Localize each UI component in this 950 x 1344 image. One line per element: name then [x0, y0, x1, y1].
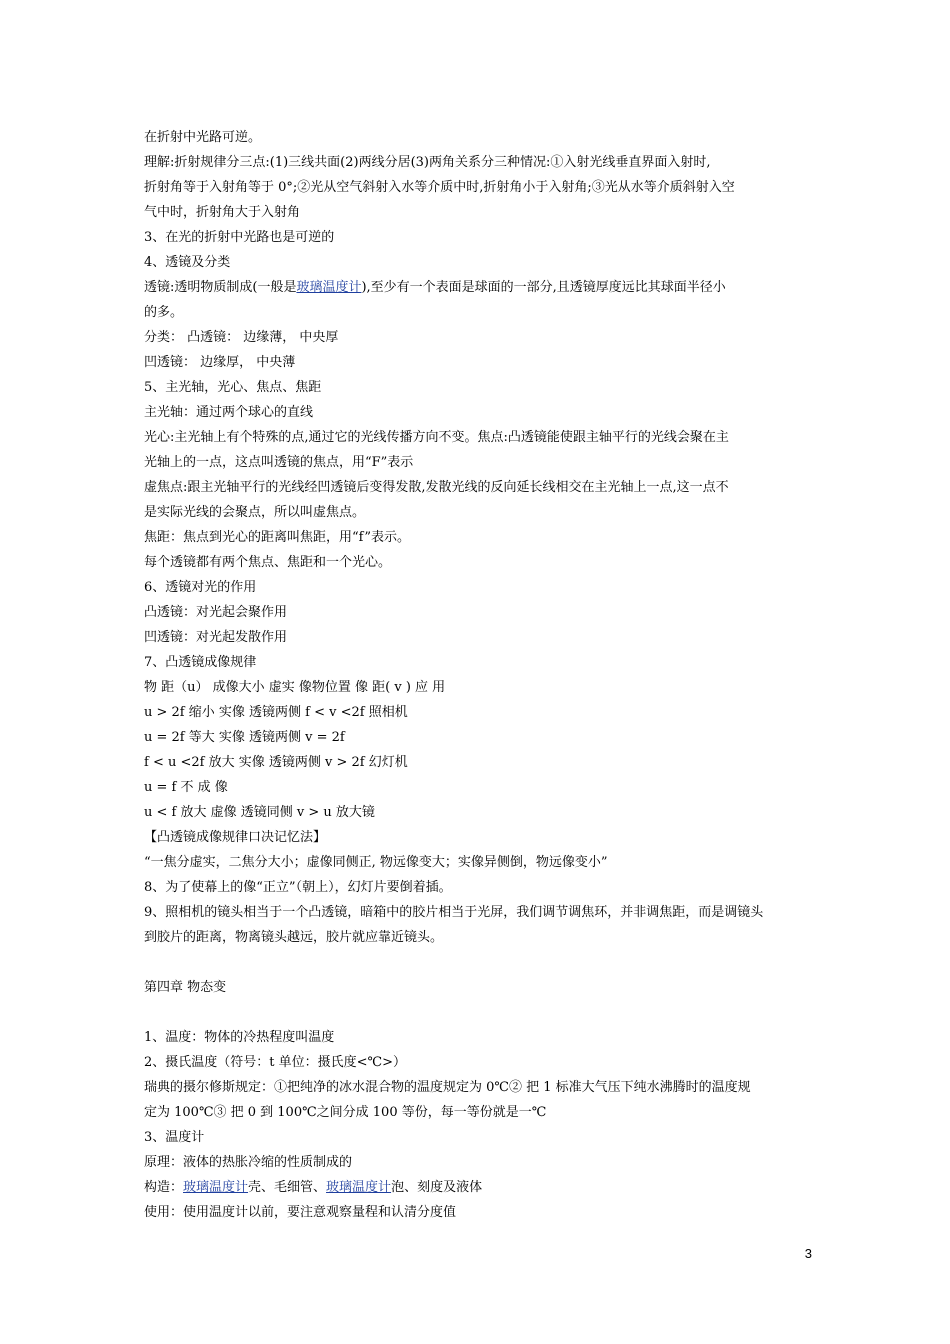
- text-line: 原理：液体的热胀冷缩的性质制成的: [144, 1155, 353, 1170]
- lens-definition-line: [144, 275, 809, 300]
- table-row-line: u = 2f 等大 实像 透镜两侧 v = 2f: [144, 730, 345, 745]
- table-row-line: u > 2f 缩小 实像 透镜两侧 f < v <2f 照相机: [144, 705, 408, 720]
- table-row-line: u < f 放大 虚像 透镜同侧 v > u 放大镜: [144, 805, 375, 820]
- page-body: [144, 125, 809, 1225]
- lens-definition-continuation: 的多。: [144, 305, 184, 320]
- glass-thermometer-link[interactable]: 玻璃温度计: [296, 280, 362, 295]
- glass-thermometer-link[interactable]: 玻璃温度计: [326, 1180, 392, 1195]
- text-line: 凸透镜：对光起会聚作用: [144, 605, 288, 620]
- text-line: 定为 100℃③ 把 0 到 100℃之间分成 100 等份，每一等份就是一℃: [144, 1105, 547, 1120]
- text-line: 分类： 凸透镜： 边缘薄， 中央厚: [144, 330, 339, 345]
- blank-line: [144, 1000, 809, 1025]
- text-line: 气中时，折射角大于入射角: [144, 205, 301, 220]
- text-line: 3、温度计: [144, 1130, 205, 1145]
- text-line: 在折射中光路可逆。: [144, 130, 262, 145]
- glass-thermometer-link[interactable]: 玻璃温度计: [183, 1180, 249, 1195]
- text-line: 理解:折射规律分三点:(1)三线共面(2)两线分居(3)两角关系分三种情况:①入射光线垂直界面入射时,: [144, 155, 711, 170]
- text-line: 是实际光线的会聚点，所以叫虚焦点。: [144, 505, 366, 520]
- page-number: 3: [804, 1246, 812, 1261]
- table-header-line: 物 距（u） 成像大小 虚实 像物位置 像 距( v ) 应 用: [144, 680, 446, 695]
- text-line: 虚焦点:跟主光轴平行的光线经凹透镜后变得发散,发散光线的反向延长线相交在主光轴上一点,这一点不: [144, 480, 729, 495]
- lens-definition-text: ),至少有一个表面是球面的一部分,且透镜厚度远比其球面半径小: [361, 280, 726, 295]
- text-line: 使用：使用温度计以前，要注意观察量程和认清分度值: [144, 1205, 457, 1220]
- text-line: 【凸透镜成像规律口决记忆法】: [144, 830, 327, 845]
- text-line: 1、温度：物体的冷热程度叫温度: [144, 1030, 335, 1045]
- text-line: 7、凸透镜成像规律: [144, 655, 257, 670]
- text-line: 折射角等于入射角等于 0°;②光从空气斜射入水等介质中时,折射角小于入射角;③光从水等介质斜射入空: [144, 180, 735, 195]
- text-line: 光心:主光轴上有个特殊的点,通过它的光线传播方向不变。焦点:凸透镜能使跟主轴平行的光线会聚在主: [144, 430, 729, 445]
- text-line: 8、为了使幕上的像“正立”（朝上），幻灯片要倒着插。: [144, 880, 452, 895]
- text-line: 2、摄氏温度（符号：t 单位：摄氏度<℃>）: [144, 1055, 406, 1070]
- blank-line: [144, 950, 809, 975]
- text-line: 主光轴：通过两个球心的直线: [144, 405, 314, 420]
- text-line: 3、在光的折射中光路也是可逆的: [144, 230, 335, 245]
- text-line: “一焦分虚实，二焦分大小；虚像同侧正, 物远像变大；实像异侧倒，物远像变小”: [144, 855, 608, 870]
- text-line: 5、主光轴，光心、焦点、焦距: [144, 380, 322, 395]
- structure-label: 构造：: [144, 1180, 184, 1195]
- text-line: 6、透镜对光的作用: [144, 580, 257, 595]
- text-line: 凹透镜：对光起发散作用: [144, 630, 288, 645]
- text-line: 4、透镜及分类: [144, 255, 231, 270]
- text-line: 焦距：焦点到光心的距离叫焦距，用“f”表示。: [144, 530, 411, 545]
- structure-line: [144, 1175, 809, 1200]
- table-row-line: f < u <2f 放大 实像 透镜两侧 v > 2f 幻灯机: [144, 755, 408, 770]
- text-line: 凹透镜： 边缘厚， 中央薄: [144, 355, 296, 370]
- text-line: 光轴上的一点，这点叫透镜的焦点，用“F”表示: [144, 455, 414, 470]
- table-row-line: u = f 不 成 像: [144, 780, 228, 795]
- chapter-title: 第四章 物态变: [144, 980, 227, 995]
- lens-definition-text: 透镜:透明物质制成(一般是: [144, 280, 297, 295]
- text-line: 瑞典的摄尔修斯规定：①把纯净的冰水混合物的温度规定为 0℃② 把 1 标准大气压下纯水沸腾时的温度规: [144, 1080, 751, 1095]
- text-line: 到胶片的距离，物离镜头越远，胶片就应靠近镜头。: [144, 930, 444, 945]
- structure-text: 壳、毛细管、: [248, 1180, 327, 1195]
- text-line: 每个透镜都有两个焦点、焦距和一个光心。: [144, 555, 392, 570]
- structure-text: 泡、刻度及液体: [391, 1180, 483, 1195]
- text-line: 9、照相机的镜头相当于一个凸透镜，暗箱中的胶片相当于光屏，我们调节调焦环，并非调焦距，而是调镜头: [144, 905, 764, 920]
